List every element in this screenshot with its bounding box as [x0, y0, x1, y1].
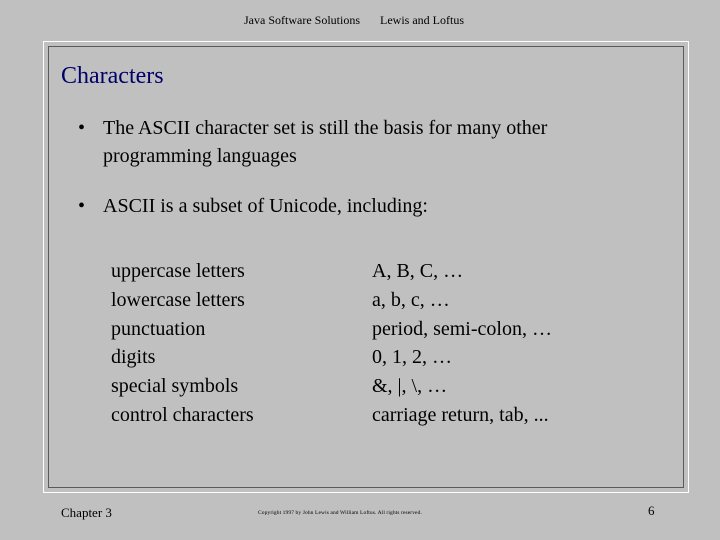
category-item: control characters: [111, 403, 254, 426]
category-item: special symbols: [111, 375, 239, 398]
footer-chapter: Chapter 3: [61, 505, 112, 520]
header-authors: Lewis and Loftus: [380, 13, 464, 27]
example-item: carriage return, tab, ...: [372, 403, 549, 426]
footer-copyright: Copyright 1997 by John Lewis and William Loftus. All rights reserved.: [258, 510, 422, 516]
example-item: period, semi-colon, …: [372, 317, 552, 340]
category-item: uppercase letters: [111, 260, 245, 282]
footer-page-number: 6: [648, 503, 655, 518]
example-item: A, B, C, …: [372, 260, 464, 282]
slide-title: Characters: [61, 63, 164, 89]
example-column: [372, 257, 552, 430]
category-item: lowercase letters: [111, 288, 245, 311]
category-column: [111, 257, 254, 430]
bullet-marker-2: •: [78, 195, 86, 217]
bullet-2-line-1: ASCII is a subset of Unicode, including:: [103, 195, 428, 217]
category-item: punctuation: [111, 317, 206, 340]
bullet-marker-1: •: [78, 117, 86, 139]
category-item: digits: [111, 346, 156, 369]
example-item: a, b, c, …: [372, 288, 450, 311]
bullet-1-line-2: programming languages: [103, 145, 297, 167]
example-item: &, |, \, …: [372, 375, 448, 398]
header-book-title: Java Software Solutions: [244, 13, 360, 27]
bullet-1-line-1: The ASCII character set is still the basis for many other: [103, 117, 548, 139]
example-item: 0, 1, 2, …: [372, 346, 452, 369]
